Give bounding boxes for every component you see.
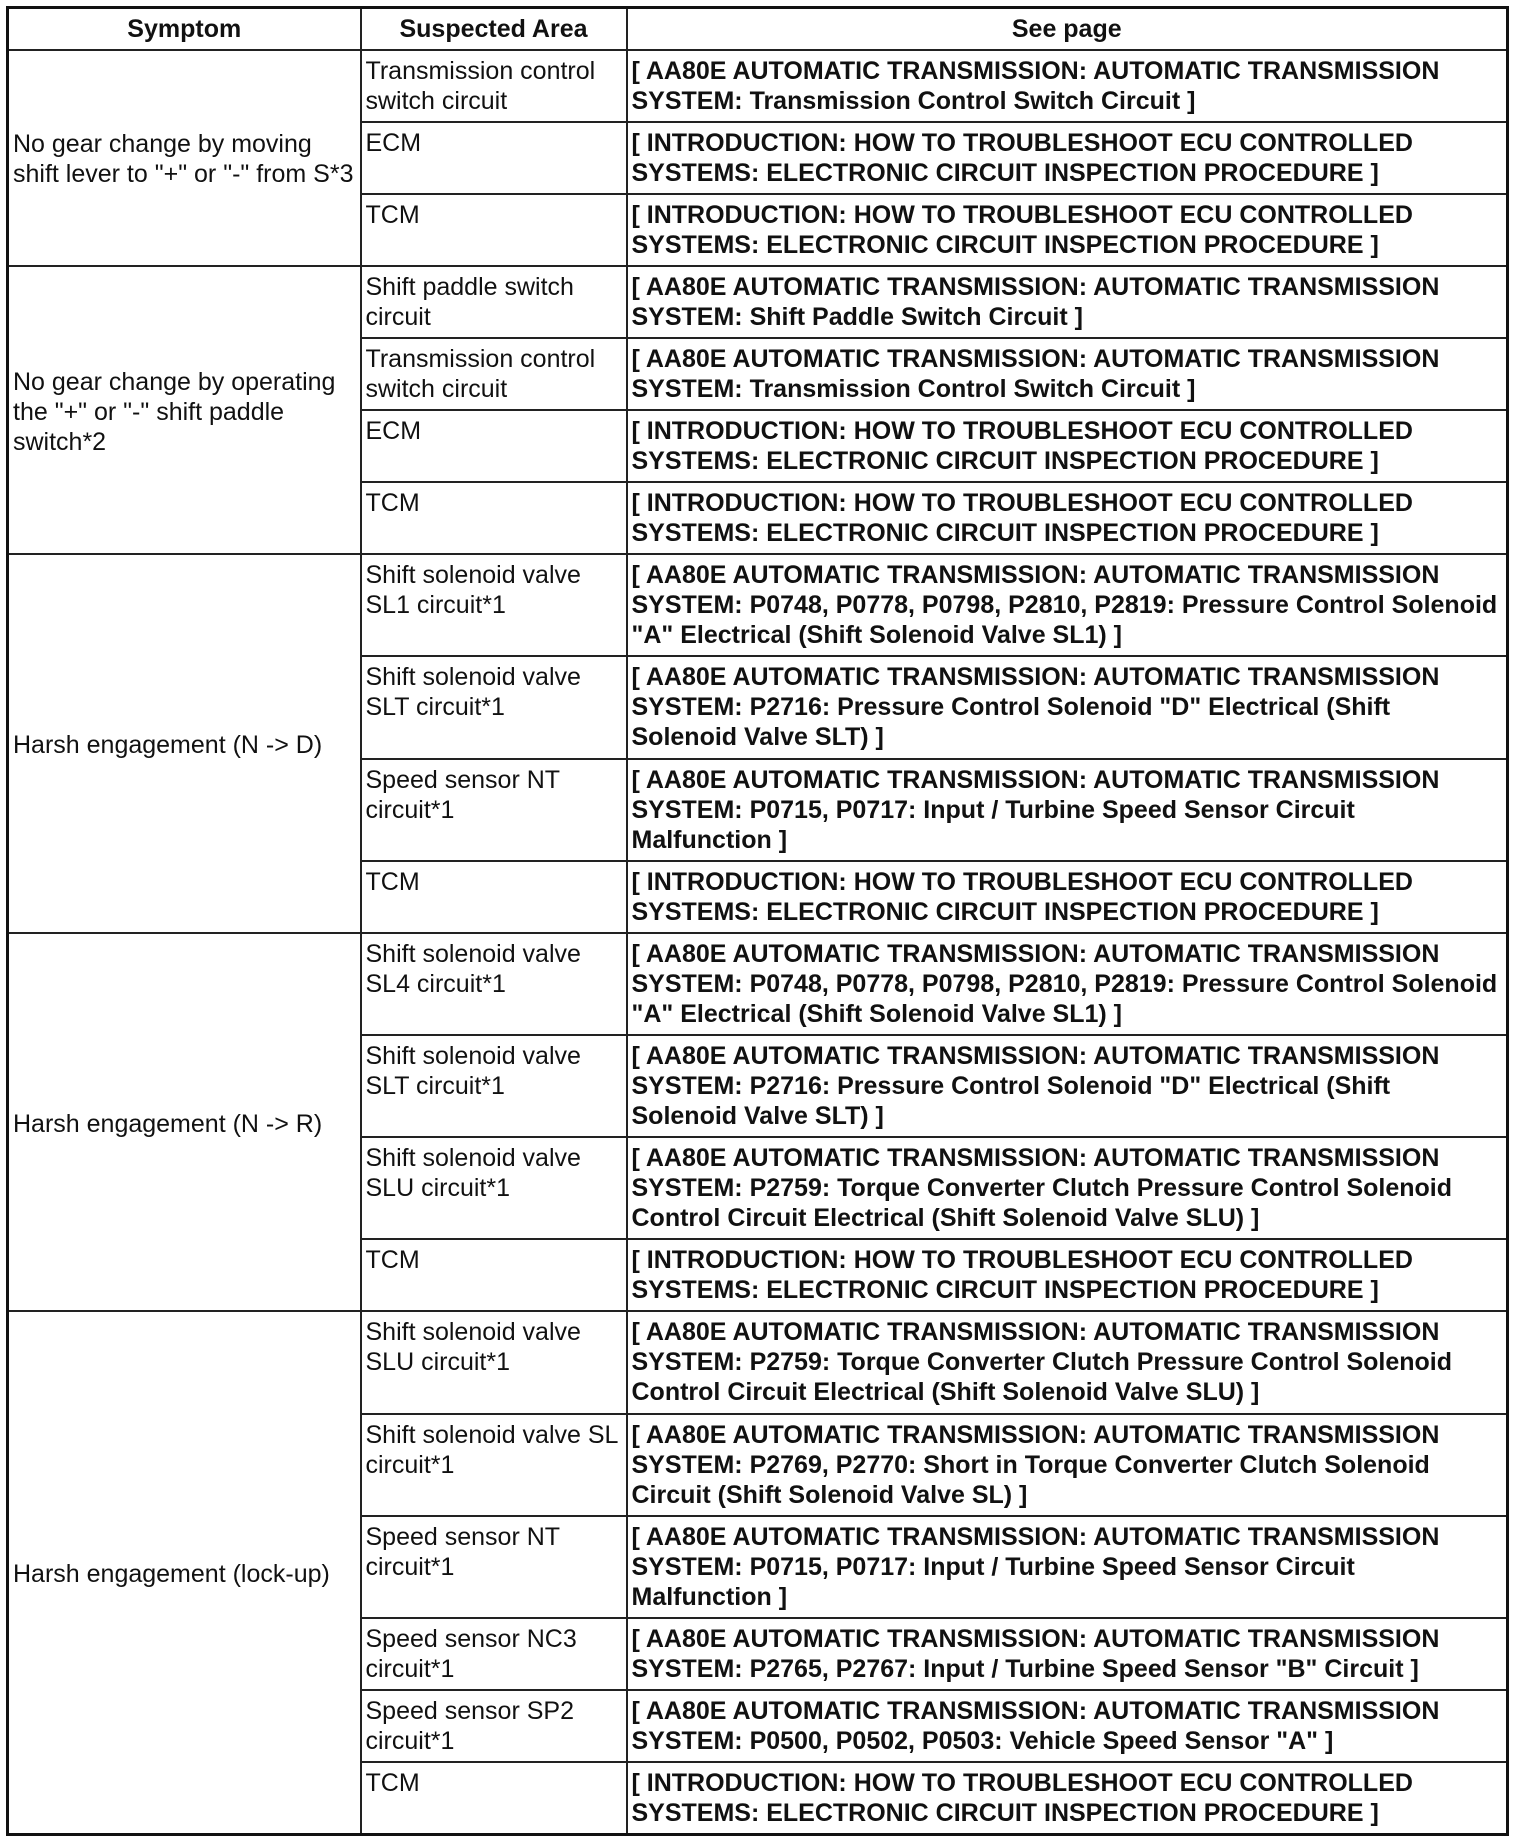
symptom-cell: Harsh engagement (N -> D): [8, 554, 361, 933]
see-page-link[interactable]: [ INTRODUCTION: HOW TO TROUBLESHOOT ECU CONTROLLED SYSTEMS: ELECTRONIC CIRCUIT INSPECTION PROCEDURE ]: [627, 410, 1508, 482]
see-page-link[interactable]: [ INTRODUCTION: HOW TO TROUBLESHOOT ECU CONTROLLED SYSTEMS: ELECTRONIC CIRCUIT INSPECTION PROCEDURE ]: [627, 122, 1508, 194]
symptom-cell: Harsh engagement (lock-up): [8, 1311, 361, 1834]
suspected-area-cell: Speed sensor NC3 circuit*1: [361, 1618, 627, 1690]
see-page-link[interactable]: [ AA80E AUTOMATIC TRANSMISSION: AUTOMATIC TRANSMISSION SYSTEM: Transmission Control Switch Circuit ]: [627, 338, 1508, 410]
suspected-area-cell: Shift solenoid valve SLT circuit*1: [361, 656, 627, 758]
suspected-area-cell: Speed sensor NT circuit*1: [361, 1516, 627, 1618]
table-row: [8, 266, 1508, 338]
see-page-link[interactable]: [ AA80E AUTOMATIC TRANSMISSION: AUTOMATIC TRANSMISSION SYSTEM: P2716: Pressure Control Solenoid "D" Electrical (Shift Solenoid Valve SLT) ]: [627, 656, 1508, 758]
see-page-link[interactable]: [ AA80E AUTOMATIC TRANSMISSION: AUTOMATIC TRANSMISSION SYSTEM: Transmission Control Switch Circuit ]: [627, 50, 1508, 122]
suspected-area-cell: ECM: [361, 122, 627, 194]
symptom-cell: No gear change by operating the "+" or "-" shift paddle switch*2: [8, 266, 361, 554]
see-page-link[interactable]: [ AA80E AUTOMATIC TRANSMISSION: AUTOMATIC TRANSMISSION SYSTEM: P2769, P2770: Short in Torque Converter Clutch Solenoid Circuit (Shift Solenoid Valve SL) ]: [627, 1414, 1508, 1516]
suspected-area-cell: ECM: [361, 410, 627, 482]
see-page-link[interactable]: [ INTRODUCTION: HOW TO TROUBLESHOOT ECU CONTROLLED SYSTEMS: ELECTRONIC CIRCUIT INSPECTION PROCEDURE ]: [627, 1762, 1508, 1834]
suspected-area-cell: TCM: [361, 1762, 627, 1834]
header-suspected-area: Suspected Area: [361, 8, 627, 50]
see-page-link[interactable]: [ INTRODUCTION: HOW TO TROUBLESHOOT ECU CONTROLLED SYSTEMS: ELECTRONIC CIRCUIT INSPECTION PROCEDURE ]: [627, 1239, 1508, 1311]
suspected-area-cell: Shift solenoid valve SL4 circuit*1: [361, 933, 627, 1035]
see-page-link[interactable]: [ AA80E AUTOMATIC TRANSMISSION: AUTOMATIC TRANSMISSION SYSTEM: P0500, P0502, P0503: Vehicle Speed Sensor "A" ]: [627, 1690, 1508, 1762]
suspected-area-cell: TCM: [361, 194, 627, 266]
see-page-link[interactable]: [ AA80E AUTOMATIC TRANSMISSION: AUTOMATIC TRANSMISSION SYSTEM: P2759: Torque Converter Clutch Pressure Control Solenoid Control Circuit Electrical (Shift Solenoid Valve SLU) ]: [627, 1311, 1508, 1413]
see-page-link[interactable]: [ INTRODUCTION: HOW TO TROUBLESHOOT ECU CONTROLLED SYSTEMS: ELECTRONIC CIRCUIT INSPECTION PROCEDURE ]: [627, 482, 1508, 554]
table-row: [8, 933, 1508, 1035]
header-symptom: Symptom: [8, 8, 361, 50]
suspected-area-cell: TCM: [361, 1239, 627, 1311]
suspected-area-cell: TCM: [361, 861, 627, 933]
symptom-cell: Harsh engagement (N -> R): [8, 933, 361, 1312]
suspected-area-cell: Shift solenoid valve SLU circuit*1: [361, 1137, 627, 1239]
header-row: [8, 8, 1508, 50]
suspected-area-cell: Speed sensor NT circuit*1: [361, 759, 627, 861]
see-page-link[interactable]: [ AA80E AUTOMATIC TRANSMISSION: AUTOMATIC TRANSMISSION SYSTEM: P0748, P0778, P0798, P2810, P2819: Pressure Control Solenoid "A" Electrical (Shift Solenoid Valve SL1) ]: [627, 933, 1508, 1035]
suspected-area-cell: Transmission control switch circuit: [361, 338, 627, 410]
see-page-link[interactable]: [ INTRODUCTION: HOW TO TROUBLESHOOT ECU CONTROLLED SYSTEMS: ELECTRONIC CIRCUIT INSPECTION PROCEDURE ]: [627, 194, 1508, 266]
see-page-link[interactable]: [ AA80E AUTOMATIC TRANSMISSION: AUTOMATIC TRANSMISSION SYSTEM: Shift Paddle Switch Circuit ]: [627, 266, 1508, 338]
suspected-area-cell: Shift solenoid valve SL circuit*1: [361, 1414, 627, 1516]
troubleshooting-table: [6, 6, 1509, 1836]
suspected-area-cell: Shift solenoid valve SL1 circuit*1: [361, 554, 627, 656]
suspected-area-cell: Shift solenoid valve SLU circuit*1: [361, 1311, 627, 1413]
see-page-link[interactable]: [ AA80E AUTOMATIC TRANSMISSION: AUTOMATIC TRANSMISSION SYSTEM: P2765, P2767: Input / Turbine Speed Sensor "B" Circuit ]: [627, 1618, 1508, 1690]
see-page-link[interactable]: [ AA80E AUTOMATIC TRANSMISSION: AUTOMATIC TRANSMISSION SYSTEM: P0748, P0778, P0798, P2810, P2819: Pressure Control Solenoid "A" Electrical (Shift Solenoid Valve SL1) ]: [627, 554, 1508, 656]
see-page-link[interactable]: [ AA80E AUTOMATIC TRANSMISSION: AUTOMATIC TRANSMISSION SYSTEM: P2716: Pressure Control Solenoid "D" Electrical (Shift Solenoid Valve SLT) ]: [627, 1035, 1508, 1137]
suspected-area-cell: Shift solenoid valve SLT circuit*1: [361, 1035, 627, 1137]
table-row: [8, 1311, 1508, 1413]
header-see-page: See page: [627, 8, 1508, 50]
see-page-link[interactable]: [ INTRODUCTION: HOW TO TROUBLESHOOT ECU CONTROLLED SYSTEMS: ELECTRONIC CIRCUIT INSPECTION PROCEDURE ]: [627, 861, 1508, 933]
suspected-area-cell: Shift paddle switch circuit: [361, 266, 627, 338]
suspected-area-cell: Transmission control switch circuit: [361, 50, 627, 122]
table-row: [8, 50, 1508, 122]
symptom-cell: No gear change by moving shift lever to "+" or "-" from S*3: [8, 50, 361, 266]
table-row: [8, 554, 1508, 656]
see-page-link[interactable]: [ AA80E AUTOMATIC TRANSMISSION: AUTOMATIC TRANSMISSION SYSTEM: P2759: Torque Converter Clutch Pressure Control Solenoid Control Circuit Electrical (Shift Solenoid Valve SLU) ]: [627, 1137, 1508, 1239]
suspected-area-cell: TCM: [361, 482, 627, 554]
see-page-link[interactable]: [ AA80E AUTOMATIC TRANSMISSION: AUTOMATIC TRANSMISSION SYSTEM: P0715, P0717: Input / Turbine Speed Sensor Circuit Malfunction ]: [627, 1516, 1508, 1618]
suspected-area-cell: Speed sensor SP2 circuit*1: [361, 1690, 627, 1762]
see-page-link[interactable]: [ AA80E AUTOMATIC TRANSMISSION: AUTOMATIC TRANSMISSION SYSTEM: P0715, P0717: Input / Turbine Speed Sensor Circuit Malfunction ]: [627, 759, 1508, 861]
